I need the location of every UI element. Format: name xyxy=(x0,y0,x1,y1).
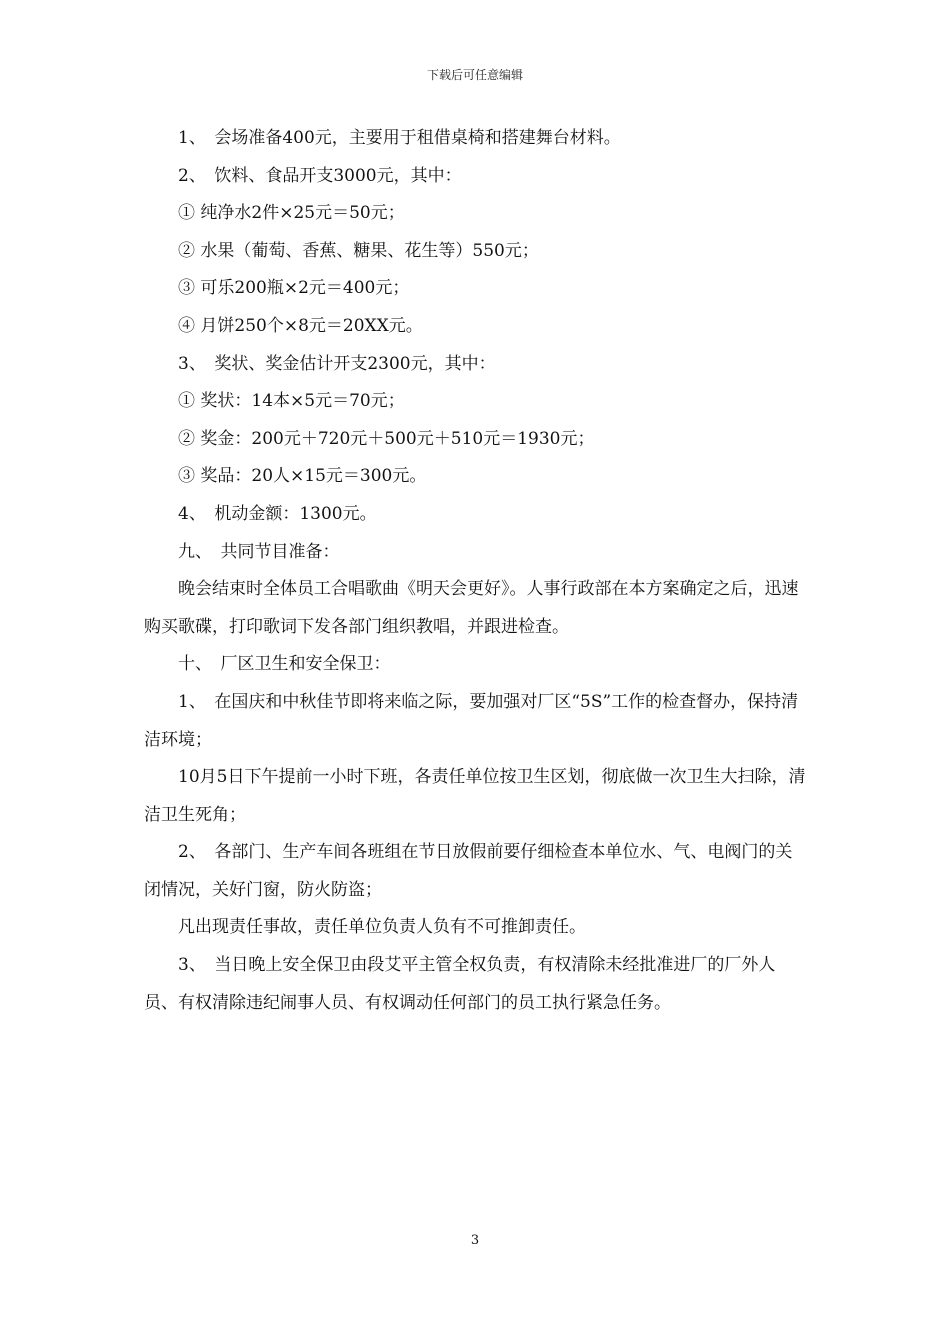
paragraph-safety-inspection: 2、 各部门、生产车间各班组在节日放假前要仔细检查本单位水、气、电阀门的关闭情况，关好门窗，防火防盗； xyxy=(144,842,793,900)
paragraph-safety-responsibility: 凡出现责任事故，责任单位负责人负有不可推卸责任。 xyxy=(178,917,586,938)
paragraph-safety-5s: 1、 在国庆和中秋佳节即将来临之际，要加强对厂区“5S”工作的检查督办，保持清洁环境； xyxy=(144,691,799,750)
document-body xyxy=(144,120,808,1022)
paragraph-awards-certificates: ① 奖状：14本×5元＝70元； xyxy=(178,391,405,412)
paragraph-safety-cleanup: 10月5日下午提前一小时下班，各责任单位按卫生区划，彻底做一次卫生大扫除，清洁卫生死角； xyxy=(144,767,806,825)
paragraph-awards-prizes: ③ 奖品：20人×15元＝300元。 xyxy=(178,466,427,487)
paragraph-budget-food: 2、 饮料、食品开支3000元，其中： xyxy=(178,165,462,186)
paragraph-budget-reserve: 4、 机动金额：1300元。 xyxy=(178,503,377,524)
paragraph-safety-guard: 3、 当日晚上安全保卫由段艾平主管全权负责，有权清除未经批准进厂的厂外人员、有权清除违纪闹事人员、有权调动任何部门的员工执行紧急任务。 xyxy=(144,955,776,1013)
section-heading-program: 九、 共同节目准备： xyxy=(178,541,340,562)
paragraph-food-fruit: ② 水果（葡萄、香蕉、糖果、花生等）550元； xyxy=(178,240,539,261)
page-header: 下载后可任意编辑 xyxy=(426,68,523,82)
paragraph-food-mooncake: ④ 月饼250个×8元＝20XX元。 xyxy=(178,315,423,336)
section-heading-safety: 十、 厂区卫生和安全保卫： xyxy=(178,654,391,675)
paragraph-budget-venue: 1、 会场准备400元，主要用于租借桌椅和搭建舞台材料。 xyxy=(178,128,621,148)
paragraph-food-water: ① 纯净水2件×25元＝50元； xyxy=(178,203,405,224)
paragraph-awards-bonus: ② 奖金：200元＋720元＋500元＋510元＝1930元； xyxy=(178,428,595,449)
paragraph-program-chorus: 晚会结束时全体员工合唱歌曲《明天会更好》。人事行政部在本方案确定之后，迅速购买歌碟，打印歌词下发各部门组织教唱，并跟进检查。 xyxy=(144,579,799,637)
paragraph-food-cola: ③ 可乐200瓶×2元＝400元； xyxy=(178,278,410,299)
page-number: 3 xyxy=(470,1233,480,1248)
paragraph-budget-awards: 3、 奖状、奖金估计开支2300元，其中： xyxy=(178,353,496,374)
